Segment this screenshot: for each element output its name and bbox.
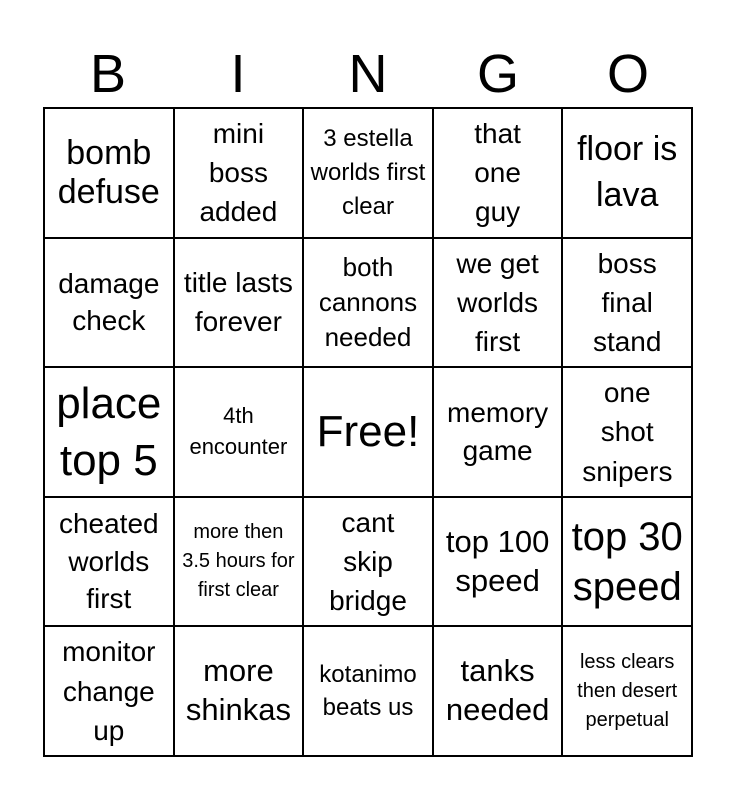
- bingo-cell[interactable]: [303, 497, 433, 627]
- bingo-cell[interactable]: [44, 626, 174, 756]
- cell-text: more then 3.5 hours for first clear: [182, 521, 295, 602]
- cell-text: bomb defuse: [57, 133, 160, 211]
- cell-text: that one guy: [474, 118, 521, 228]
- bingo-cell[interactable]: [433, 108, 563, 238]
- bingo-header: [43, 42, 693, 106]
- cell-text: one shot snipers: [582, 377, 673, 487]
- cell-text: more shinkas: [185, 653, 291, 728]
- cell-text: title lasts forever: [183, 267, 293, 338]
- bingo-cell[interactable]: [562, 497, 692, 627]
- bingo-cell[interactable]: [303, 108, 433, 238]
- cell-text: place top 5: [56, 378, 162, 485]
- bingo-cell[interactable]: [174, 238, 304, 368]
- bingo-cell[interactable]: [44, 238, 174, 368]
- cell-text: kotanimo beats us: [319, 660, 417, 722]
- cell-text: both cannons needed: [318, 251, 418, 352]
- header-letter-n: N: [348, 44, 388, 104]
- bingo-cell[interactable]: [174, 108, 304, 238]
- cell-text: cant skip bridge: [329, 506, 407, 617]
- cell-text: cheated worlds first: [58, 507, 159, 615]
- bingo-cell[interactable]: [562, 238, 692, 368]
- bingo-cell[interactable]: [433, 497, 563, 627]
- bingo-cell[interactable]: [433, 367, 563, 497]
- cell-text: memory game: [447, 397, 549, 466]
- header-letter-o: O: [606, 44, 649, 104]
- bingo-cell[interactable]: [433, 626, 563, 756]
- bingo-cell[interactable]: [562, 108, 692, 238]
- cell-text: less clears then desert perpetual: [577, 650, 678, 731]
- bingo-cell[interactable]: [433, 238, 563, 368]
- header-letter-i: I: [230, 44, 246, 104]
- cell-text: monitor change up: [62, 636, 156, 746]
- bingo-cell[interactable]: [174, 367, 304, 497]
- header-letter-b: B: [89, 44, 127, 104]
- cell-text: tanks needed: [445, 653, 550, 728]
- bingo-board: [43, 107, 693, 757]
- bingo-cell[interactable]: [562, 626, 692, 756]
- bingo-cell[interactable]: [303, 626, 433, 756]
- bingo-cell[interactable]: [44, 108, 174, 238]
- cell-text: 3 estella worlds first clear: [310, 125, 426, 220]
- cell-text: top 30 speed: [571, 514, 683, 609]
- bingo-cell[interactable]: [174, 626, 304, 756]
- bingo-cell[interactable]: [562, 367, 692, 497]
- bingo-cell[interactable]: [174, 497, 304, 627]
- header-letter-g: G: [476, 44, 519, 104]
- bingo-cell[interactable]: [44, 367, 174, 497]
- free-space[interactable]: [303, 367, 433, 497]
- cell-text: Free!: [316, 406, 420, 456]
- cell-text: boss final stand: [592, 247, 662, 357]
- cell-text: damage check: [58, 267, 160, 337]
- cell-text: floor is lava: [577, 129, 678, 214]
- cell-text: top 100 speed: [445, 523, 550, 598]
- cell-text: 4th encounter: [189, 403, 288, 459]
- bingo-cell[interactable]: [44, 497, 174, 627]
- cell-text: we get worlds first: [456, 247, 539, 357]
- cell-text: mini boss added: [199, 118, 278, 228]
- bingo-cell[interactable]: [303, 238, 433, 368]
